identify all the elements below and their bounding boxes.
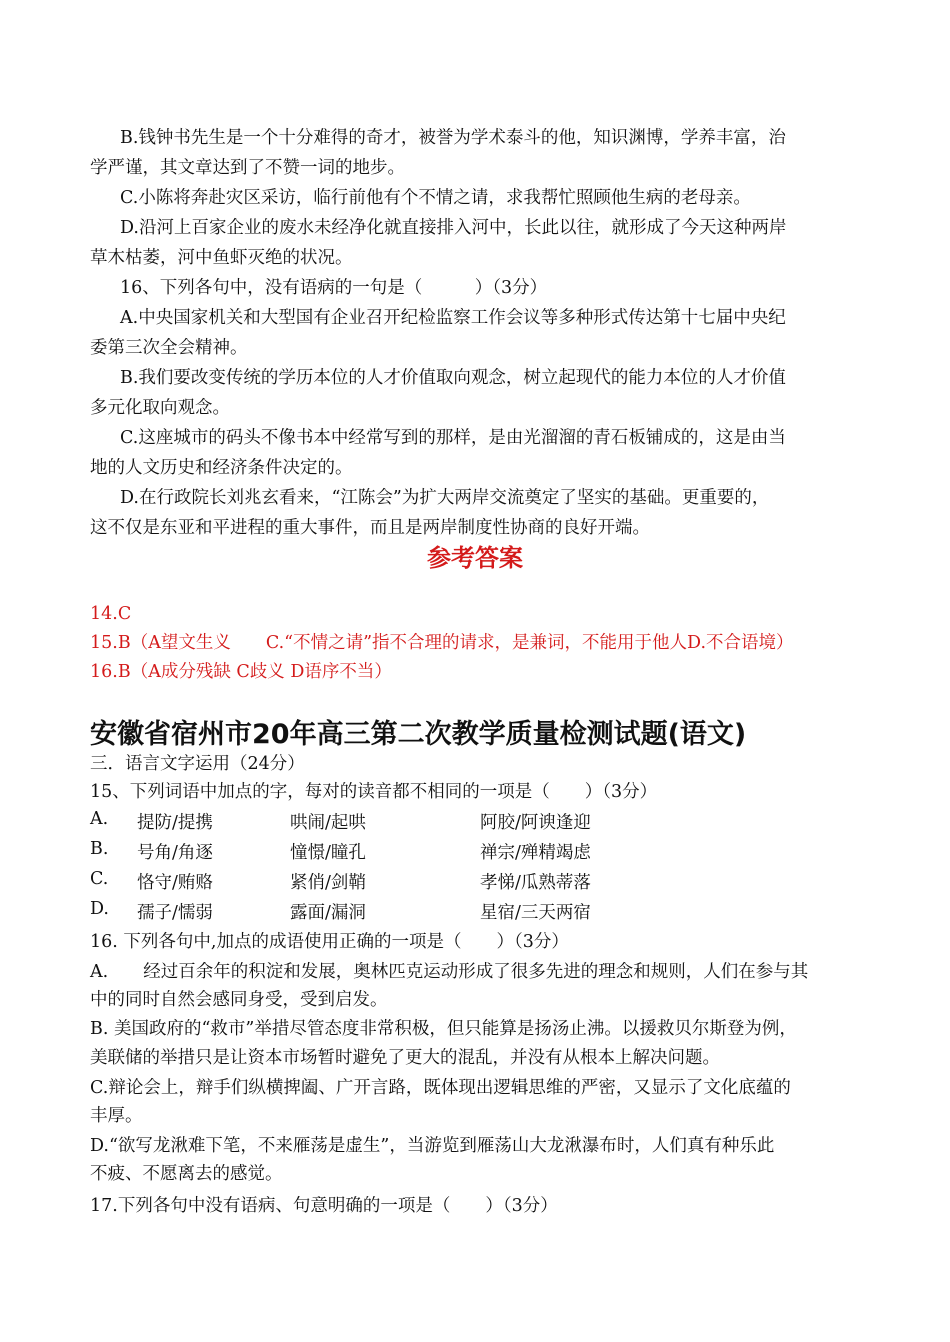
option-pair-3: 禅宗/殚精竭虑: [480, 843, 591, 863]
question-15: 15、下列词语中加点的字，每对的读音都不相同的一项是（ ）（3分）: [90, 782, 658, 802]
option-pair-2: 憧憬/瞳孔: [290, 843, 366, 863]
option-d-line1: D.沿河上百家企业的废水未经净化就直接排入河中，长此以往，就形成了今天这种两岸: [120, 218, 787, 238]
option-pair-1: 恪守/贿赂: [137, 873, 213, 893]
p2-q16-d-line1: D.“欲写龙湫难下笔，不来雁荡是虚生”，当游览到雁荡山大龙湫瀑布时，人们真有种乐此: [90, 1136, 775, 1156]
q16-option-b-line1: B.我们要改变传统的学历本位的人才价值取向观念，树立起现代的能力本位的人才价值: [120, 368, 786, 388]
option-c-line: C.小陈将奔赴灾区采访，临行前他有个不情之请，求我帮忙照顾他生病的老母亲。: [120, 188, 751, 208]
answer-16: 16.B（A成分残缺 C歧义 D语序不当）: [90, 662, 392, 682]
q16-option-a-line2: 委第三次全会精神。: [90, 338, 248, 358]
p2-q16-c-line1: C.辩论会上，辩手们纵横捭阖、广开言路，既体现出逻辑思维的严密，又显示了文化底蕴的: [90, 1078, 791, 1098]
q16-option-b-line2: 多元化取向观念。: [90, 398, 230, 418]
option-letter: D.: [90, 899, 109, 919]
answer-15: 15.B（A望文生义 C.“不情之请”指不合理的请求，是兼词，不能用于他人D.不合语境）: [90, 633, 794, 653]
option-pair-2: 露面/漏洞: [290, 903, 366, 923]
option-pair-2: 哄闹/起哄: [290, 813, 366, 833]
question-16-part2: 16. 下列各句中,加点的成语使用正确的一项是（ ）（3分）: [90, 932, 569, 952]
p2-q16-b-line1: B. 美国政府的“救市”举措尽管态度非常积极，但只能算是扬汤止沸。以援救贝尔斯登为例，: [90, 1019, 797, 1039]
option-pair-3: 孝悌/瓜熟蒂落: [480, 873, 591, 893]
answers-heading: 参考答案: [427, 544, 523, 572]
exam-title: 安徽省宿州市20年高三第二次教学质量检测试题(语文): [90, 719, 747, 750]
option-pair-3: 阿胶/阿谀逢迎: [480, 813, 591, 833]
p2-q16-c-line2: 丰厚。: [90, 1106, 143, 1126]
option-pair-1: 号角/角逐: [137, 843, 213, 863]
option-pair-1: 孺子/懦弱: [137, 903, 213, 923]
option-d-line2: 草木枯萎，河中鱼虾灭绝的状况。: [90, 248, 353, 268]
section-heading: 三．语言文字运用（24分）: [90, 754, 305, 774]
option-pair-1: 提防/提携: [137, 813, 213, 833]
option-letter: A.: [90, 809, 109, 829]
option-b-line1: B.钱钟书先生是一个十分难得的奇才，被誉为学术泰斗的他，知识渊博，学养丰富，治: [120, 128, 786, 148]
q16-option-a-line1: A.中央国家机关和大型国有企业召开纪检监察工作会议等多种形式传达第十七届中央纪: [120, 308, 786, 328]
answer-14: 14.C: [90, 604, 132, 624]
q16-option-d-line1: D.在行政院长刘兆玄看来，“江陈会”为扩大两岸交流奠定了坚实的基础。更重要的，: [120, 488, 770, 508]
p2-q16-a-line2: 中的同时自然会感同身受，受到启发。: [90, 990, 388, 1010]
p2-q16-a-line1: A. 经过百余年的积淀和发展，奥林匹克运动形成了很多先进的理念和规则，人们在参与其: [90, 962, 809, 982]
q16-option-c-line1: C.这座城市的码头不像书本中经常写到的那样，是由光溜溜的青石板铺成的，这是由当: [120, 428, 786, 448]
option-letter: B.: [90, 839, 109, 859]
q16-option-d-line2: 这不仅是东亚和平进程的重大事件，而且是两岸制度性协商的良好开端。: [90, 518, 650, 538]
question-16: 16、下列各句中，没有语病的一句是（ ）（3分）: [120, 278, 548, 298]
p2-q16-b-line2: 美联储的举措只是让资本市场暂时避免了更大的混乱，并没有从根本上解决问题。: [90, 1048, 720, 1068]
option-pair-2: 紧俏/剑鞘: [290, 873, 366, 893]
p2-q16-d-line2: 不疲、不愿离去的感觉。: [90, 1164, 283, 1184]
question-17: 17.下列各句中没有语病、句意明确的一项是（ ）（3分）: [90, 1196, 558, 1216]
option-b-line2: 学严谨，其文章达到了不赞一词的地步。: [90, 158, 405, 178]
q16-option-c-line2: 地的人文历史和经济条件决定的。: [90, 458, 353, 478]
option-letter: C.: [90, 869, 109, 889]
option-pair-3: 星宿/三天两宿: [480, 903, 591, 923]
